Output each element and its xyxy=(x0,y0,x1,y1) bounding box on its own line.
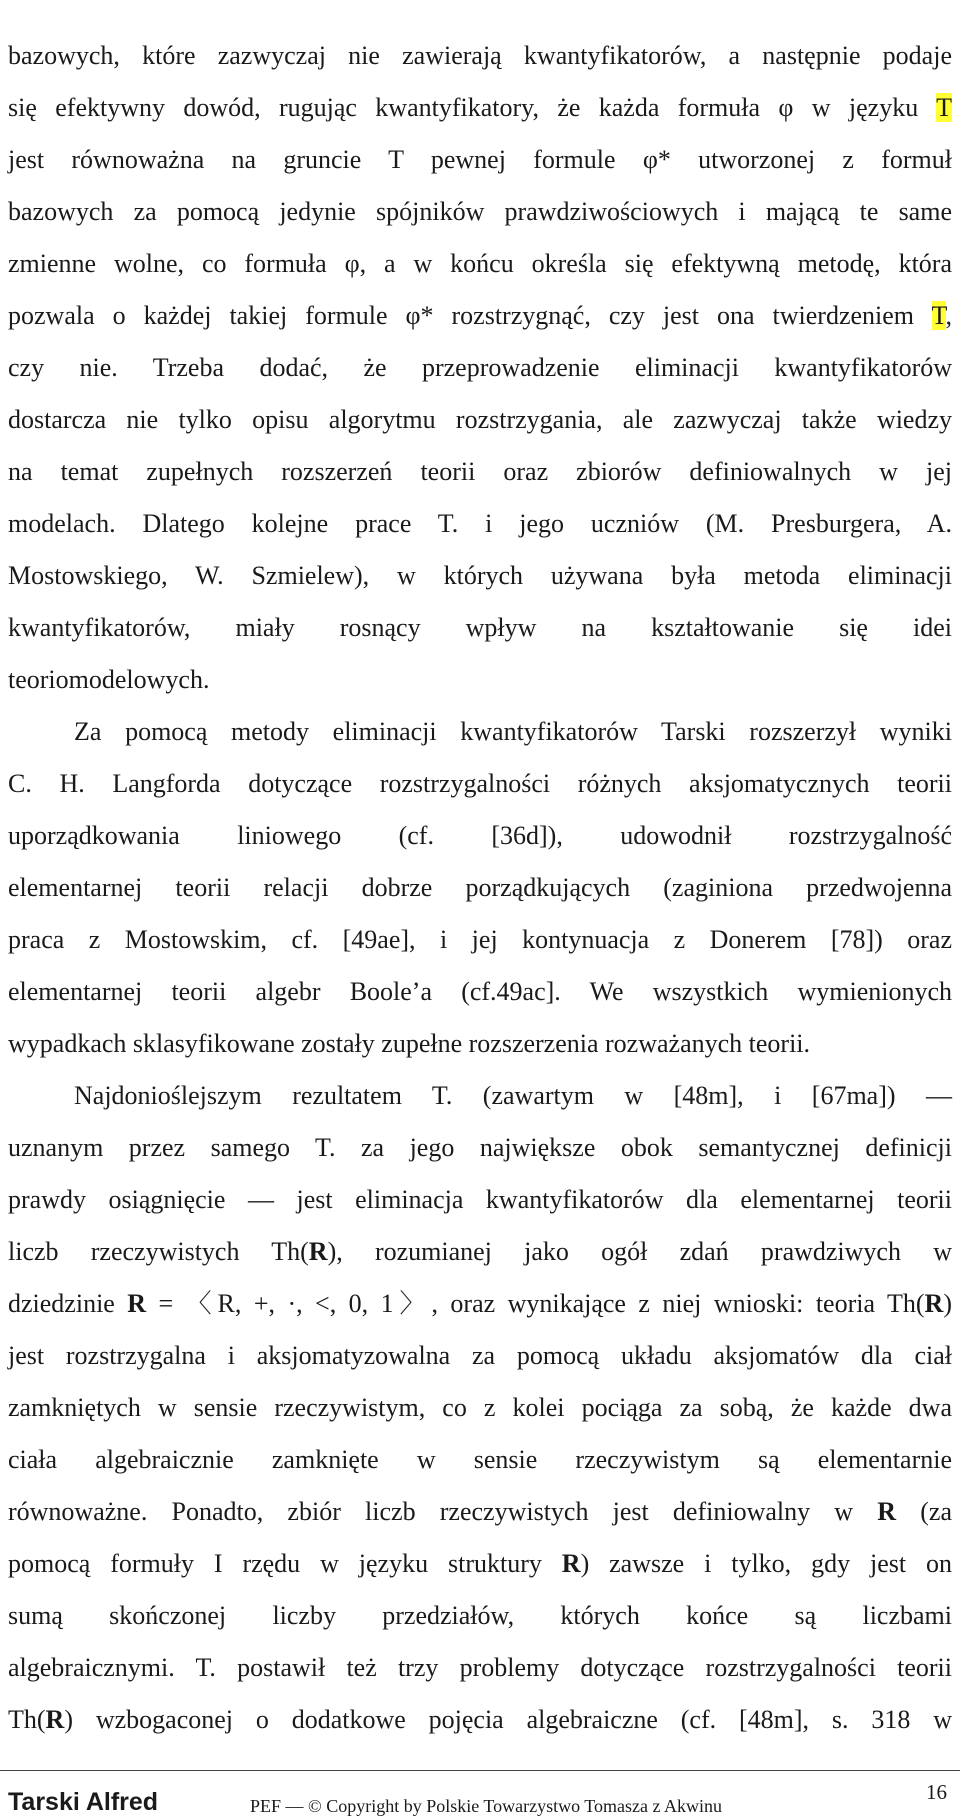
text-line: Najdonioślejszym rezultatem T. (zawartym w [48m], i [67ma]) — xyxy=(74,1081,952,1110)
text-line: Za pomocą metody eliminacji kwantyfikatorów Tarski rozszerzył wyniki xyxy=(74,717,952,746)
text-line: C. H. Langforda dotyczące rozstrzygalności różnych aksjomatycznych teorii xyxy=(8,769,952,798)
text-line: jest równoważna na gruncie T pewnej formule φ* utworzonej z formuł xyxy=(8,145,952,174)
text-line: modelach. Dlatego kolejne prace T. i jego uczniów (M. Presburgera, A. xyxy=(8,509,952,538)
text-line: elementarnej teorii relacji dobrze porządkujących (zaginiona przedwojenna xyxy=(8,873,952,902)
text-line: Mostowskiego, W. Szmielew), w których używana była metoda eliminacji xyxy=(8,561,952,590)
text-line: uporządkowania liniowego (cf. [36d]), udowodnił rozstrzygalność xyxy=(8,821,952,850)
text-line: bazowych, które zazwyczaj nie zawierają kwantyfikatorów, a następnie podaje xyxy=(8,41,952,70)
text-line: wypadkach sklasyfikowane zostały zupełne rozszerzenia rozważanych teorii. xyxy=(8,1029,811,1058)
text-line: na temat zupełnych rozszerzeń teorii oraz zbiorów definiowalnych w jej xyxy=(8,457,952,486)
text-line: uznanym przez samego T. za jego największe obok semantycznej definicji xyxy=(8,1133,952,1162)
text-line: czy nie. Trzeba dodać, że przeprowadzenie eliminacji kwantyfikatorów xyxy=(8,353,952,382)
text-line: algebraicznymi. T. postawił też trzy problemy dotyczące rozstrzygalności teorii xyxy=(8,1653,952,1682)
text-line: prawdy osiągnięcie — jest eliminacja kwantyfikatorów dla elementarnej teorii xyxy=(8,1185,952,1214)
footer-author: Tarski Alfred xyxy=(8,1788,159,1816)
text-line: praca z Mostowskim, cf. [49ae], i jej kontynuacja z Donerem [78]) oraz xyxy=(8,925,952,954)
text-line: liczb rzeczywistych Th(R), rozumianej jako ogół zdań prawdziwych w xyxy=(8,1237,952,1266)
text-line: zmienne wolne, co formuła φ, a w końcu określa się efektywną metodę, która xyxy=(8,249,952,278)
text-line: sumą skończonej liczby przedziałów, których końce są liczbami xyxy=(8,1601,952,1630)
text-line: równoważne. Ponadto, zbiór liczb rzeczywistych jest definiowalny w R (za xyxy=(8,1497,952,1526)
text-line: kwantyfikatorów, miały rosnący wpływ na kształtowanie się idei xyxy=(8,613,952,642)
text-line: dostarcza nie tylko opisu algorytmu rozstrzygania, ale zazwyczaj także wiedzy xyxy=(8,405,952,434)
text-line: zamkniętych w sensie rzeczywistym, co z kolei pociąga za sobą, że każde dwa xyxy=(8,1393,952,1422)
page-footer xyxy=(0,1770,960,1814)
footer-copyright: PEF — © Copyright by Polskie Towarzystwo Tomasza z Akwinu xyxy=(250,1796,722,1816)
text-line: jest rozstrzygalna i aksjomatyzowalna za pomocą układu aksjomatów dla ciał xyxy=(8,1341,952,1370)
highlighted-text: T xyxy=(931,301,946,330)
text-line: teoriomodelowych. xyxy=(8,665,210,694)
text-line: się efektywny dowód, rugując kwantyfikatory, że każda formuła φ w języku T xyxy=(8,93,952,122)
text-line: pomocą formuły I rzędu w języku struktury R) zawsze i tylko, gdy jest on xyxy=(8,1549,952,1578)
highlighted-text: T xyxy=(936,93,952,122)
text-line: bazowych za pomocą jedynie spójników prawdziwościowych i mającą te same xyxy=(8,197,952,226)
text-line: dziedzinie R = 〈R, +, ·, <, 0, 1〉, oraz wynikające z niej wnioski: teoria Th(R) xyxy=(8,1289,952,1318)
text-line: Th(R) wzbogaconej o dodatkowe pojęcia algebraiczne (cf. [48m], s. 318 w xyxy=(8,1705,952,1734)
text-line: pozwala o każdej takiej formule φ* rozstrzygnąć, czy jest ona twierdzeniem T, xyxy=(8,301,952,330)
page-number: 16 xyxy=(926,1780,947,1804)
text-line: ciała algebraicznie zamknięte w sensie rzeczywistym są elementarnie xyxy=(8,1445,952,1474)
text-line: elementarnej teorii algebr Boole’a (cf.49ac]. We wszystkich wymienionych xyxy=(8,977,952,1006)
footer-divider xyxy=(0,1770,960,1771)
